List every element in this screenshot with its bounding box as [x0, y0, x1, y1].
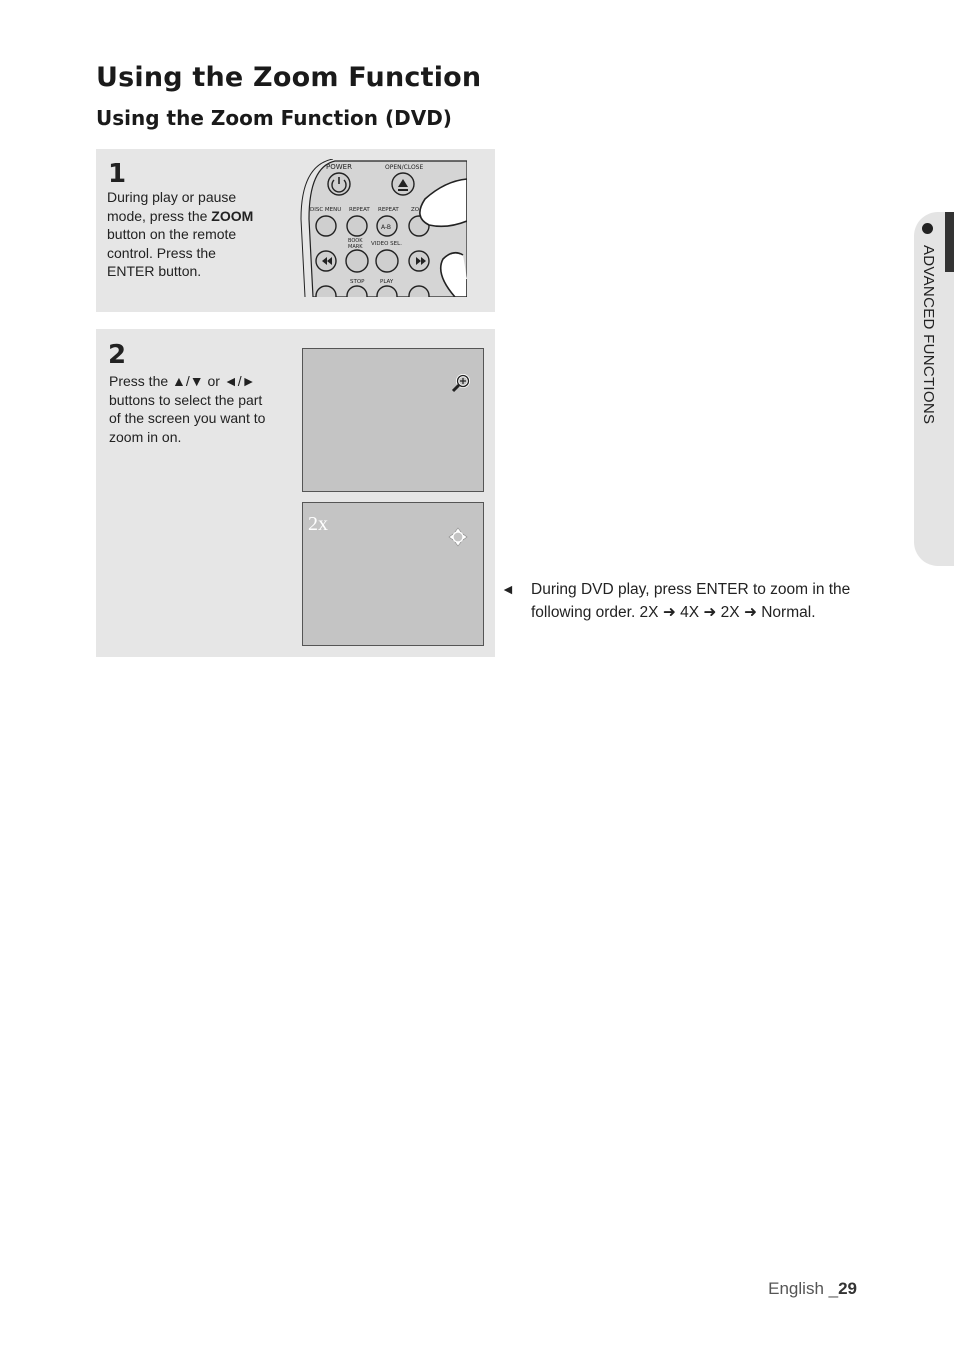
- zoom-magnifier-icon: [451, 373, 471, 393]
- step-1-text-before: During play or pause mode, press the: [107, 189, 237, 224]
- step-2-box: [96, 329, 495, 657]
- step-1-text-after: button on the remote control. Press the ENTER button.: [107, 226, 237, 279]
- step-1-box: [96, 149, 495, 312]
- step-1-number: 1: [108, 159, 127, 189]
- remote-label-zoom: ZO: [411, 207, 420, 213]
- section-subtitle: Using the Zoom Function (DVD): [96, 106, 452, 130]
- page-title: Using the Zoom Function: [96, 62, 482, 93]
- remote-label-mark: MARK: [348, 244, 363, 250]
- remote-label-power: POWER: [326, 163, 352, 171]
- remote-label-stop: STOP: [350, 279, 365, 285]
- remote-control-illustration: [295, 159, 467, 297]
- remote-label-repeat-1: REPEAT: [349, 207, 370, 213]
- move-arrows-icon: [448, 527, 468, 547]
- remote-label-book: BOOK: [348, 238, 363, 244]
- remote-label-repeat-2: REPEAT: [378, 207, 399, 213]
- note-marker-icon: ◄: [501, 581, 515, 597]
- page-number: 29: [838, 1279, 857, 1298]
- tv-screen-normal: [302, 348, 484, 492]
- bullet-dot-icon: [922, 223, 933, 234]
- page-footer: [768, 1279, 857, 1299]
- tv-screen-zoomed: [302, 502, 484, 646]
- zoom-keyword: ZOOM: [211, 207, 254, 224]
- step-1-text: [107, 188, 257, 281]
- remote-label-open-close: OPEN/CLOSE: [385, 164, 424, 171]
- step-2-text: Press the ▲/▼ or ◄/► buttons to select the part of the screen you want to zoom in on.: [109, 373, 266, 445]
- zoom-level-label: 2x: [308, 513, 328, 535]
- remote-label-play: PLAY: [380, 279, 394, 285]
- step-2-number: 2: [108, 340, 127, 370]
- remote-label-a-b: A-B: [381, 224, 392, 231]
- remote-label-video-sel: VIDEO SEL.: [371, 241, 402, 247]
- remote-label-disc-menu: DISC MENU: [310, 207, 342, 213]
- note-text: During DVD play, press ENTER to zoom in the following order. 2X ➜ 4X ➜ 2X ➜ Normal.: [531, 581, 851, 621]
- footer-language: English _: [768, 1279, 839, 1298]
- chapter-label: ADVANCED FUNCTIONS: [920, 245, 937, 425]
- side-tab-accent: [945, 212, 954, 272]
